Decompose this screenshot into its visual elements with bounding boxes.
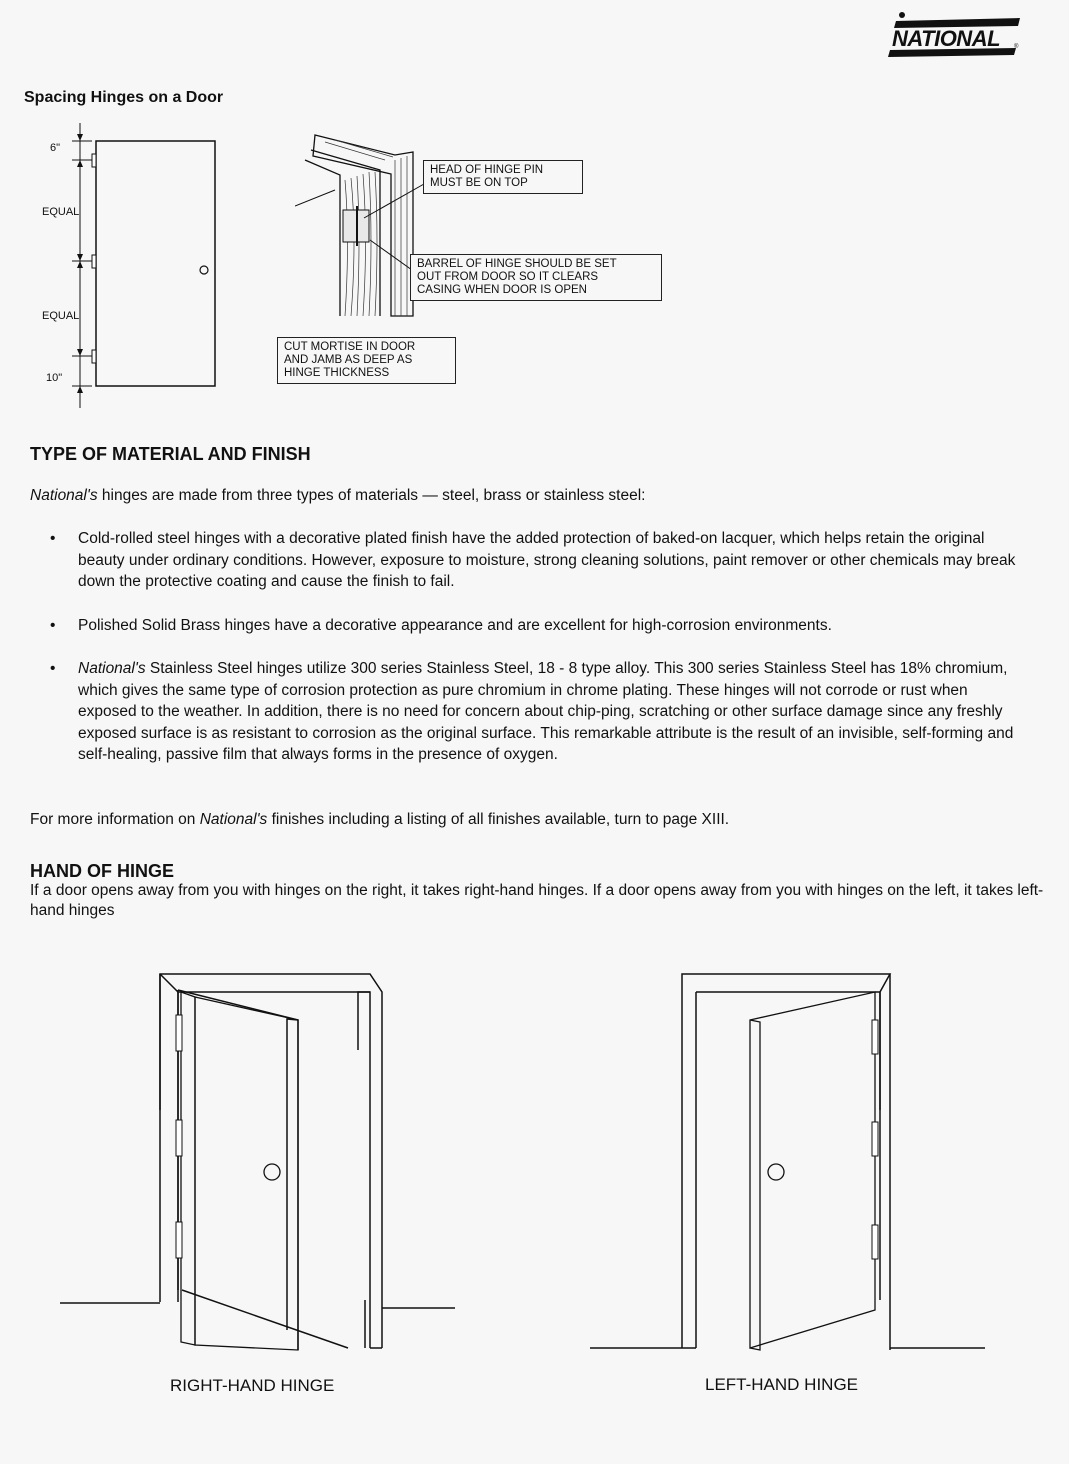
callout-hinge-pin: [423, 160, 583, 194]
national-logo: [888, 10, 1028, 60]
dim-bottom-label: 10": [46, 372, 63, 384]
more-info-pre: For more information on: [30, 811, 200, 828]
left-hand-door-illustration: [590, 960, 1000, 1360]
material-intro: [30, 485, 1040, 507]
callout-mortise: [277, 337, 456, 384]
dim-top-label: 6": [50, 142, 61, 154]
bullet-marker: •: [50, 617, 56, 634]
brand-name: National's: [78, 660, 146, 677]
bullet-marker: •: [50, 660, 56, 677]
bullet-brass: Polished Solid Brass hinges have a decorative appearance and are excellent for high-corrosion environments.: [78, 617, 832, 634]
logo-text: NATIONAL: [892, 26, 1001, 51]
more-info: [30, 809, 1040, 831]
hand-heading: HAND OF HINGE: [30, 861, 174, 881]
callout-barrel-line: CASING WHEN DOOR IS OPEN: [417, 284, 587, 296]
logo-registered: ®: [1014, 44, 1019, 50]
material-heading: TYPE OF MATERIAL AND FINISH: [30, 444, 311, 464]
bullet-stainless-text: Stainless Steel hinges utilize 300 series Stainless Steel, 18 - 8 type alloy. This 300 series Stainless Steel has 18% chromium, which gives the same type of corrosion protection as pure chromium in chrome plating. These hinges will not corrode or rust when exposed to the weather. In addition, there is no need for concern about chip-ping, scratching or other surface damage since any freshly exposed surface is as resistant to corrosion as the original surface. This remarkable attribute is the result of an invisible, self-forming and self-healing, passive film that always forms in the presence of oxygen.: [78, 660, 1014, 763]
dim-equal-2-label: EQUAL: [42, 310, 80, 322]
callout-pin-line: HEAD OF HINGE PIN: [430, 164, 544, 176]
bullet-marker: •: [50, 530, 56, 547]
right-hand-door-illustration: [60, 960, 470, 1360]
callout-mortise-line: AND JAMB AS DEEP AS: [284, 354, 413, 366]
more-info-post: finishes including a listing of all finishes available, turn to page XIII.: [267, 811, 730, 828]
bullet-stainless: [78, 658, 1028, 766]
callout-barrel: [410, 254, 662, 301]
brand-name: National's: [199, 811, 268, 828]
right-hand-caption: RIGHT-HAND HINGE: [170, 1376, 335, 1395]
spacing-hinges-title: Spacing Hinges on a Door: [24, 89, 224, 106]
callout-barrel-line: BARREL OF HINGE SHOULD BE SET: [417, 258, 617, 270]
callout-barrel-line: OUT FROM DOOR SO IT CLEARS: [417, 271, 599, 283]
brand-name: National's: [30, 487, 98, 504]
dim-equal-1-label: EQUAL: [42, 206, 80, 218]
callout-pin-line: MUST BE ON TOP: [430, 177, 528, 189]
left-hand-caption: LEFT-HAND HINGE: [705, 1375, 859, 1394]
callout-mortise-line: CUT MORTISE IN DOOR: [284, 341, 416, 353]
callout-mortise-line: HINGE THICKNESS: [284, 367, 390, 379]
door-spacing-diagram: [36, 118, 236, 418]
bullet-steel: Cold-rolled steel hinges with a decorative plated finish have the added protection of baked-on lacquer, which helps retain the original beauty under ordinary conditions. However, exposure to moisture, strong cleaning solutions, paint remover or other chemicals may break down the protective coating and cause the finish to fail.: [78, 530, 1016, 590]
material-intro-text: hinges are made from three types of materials — steel, brass or stainless steel:: [97, 487, 646, 504]
hand-description: If a door opens away from you with hinges on the right, it takes right-hand hinges. If a door opens away from you with hinges on the left, it takes left-hand hinges: [30, 882, 1044, 919]
